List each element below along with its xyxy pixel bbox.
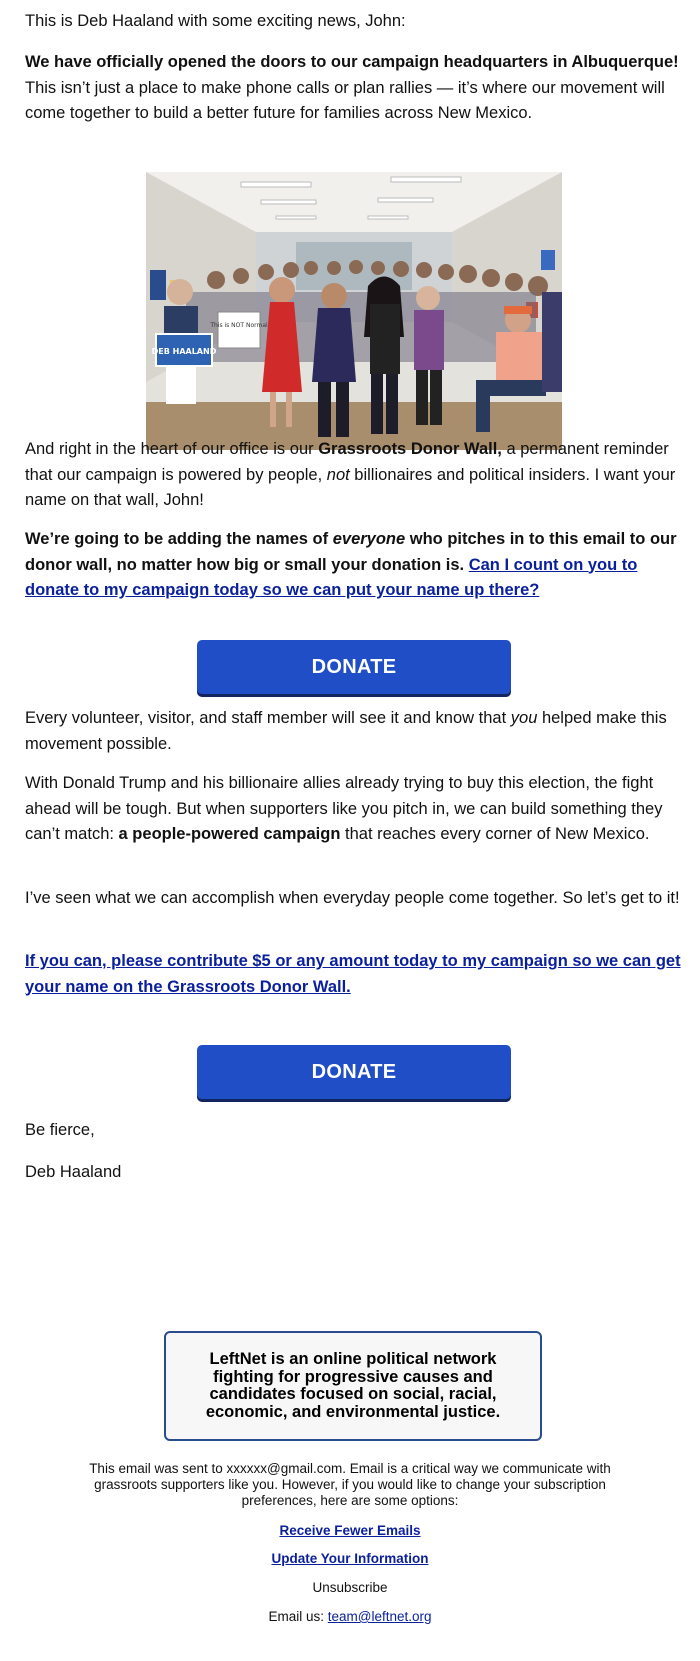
signoff: Be fierce,: [25, 1121, 95, 1139]
paragraph-headquarters: [25, 50, 687, 127]
leftnet-info-box: [164, 1331, 542, 1441]
update-information-link[interactable]: Update Your Information: [271, 1551, 429, 1566]
donor-wall-text-a: And right in the heart of our office is our: [25, 440, 319, 458]
donor-wall-text-c: billionaires and political insiders. I want your name on that wall, John!: [25, 465, 676, 509]
donate-button-2[interactable]: DONATE: [197, 1045, 511, 1099]
volunteer-italic: you: [510, 709, 538, 727]
paragraph-donor-wall: [25, 437, 687, 514]
footer-sent-to: This email was sent to xxxxxx@gmail.com. Email is a critical way we communicate with grassroots supporters like you. However, if you would like to change your subscription preferences, here are some options:: [89, 1461, 611, 1508]
footer-update-row: [60, 1551, 640, 1567]
protest-poster-text: This is NOT Normal: [210, 322, 268, 329]
paragraph-trump: [25, 771, 687, 848]
everyone-text-b: who pitches in to this email to our donor wall, no matter how big or small your donation is.: [25, 530, 677, 574]
donor-wall-text-b: a permanent reminder that our campaign is powered by people,: [25, 440, 669, 484]
paragraph-contribute: [25, 949, 687, 1000]
footer-email-row: [60, 1609, 640, 1625]
footer-unsubscribe-row: [60, 1580, 640, 1596]
email-us-label: Email us:: [268, 1609, 328, 1624]
volunteer-text-a: Every volunteer, visitor, and staff member will see it and know that: [25, 709, 511, 727]
intro-text: This is Deb Haaland with some exciting news, John:: [25, 12, 406, 30]
donor-wall-italic: not: [326, 465, 350, 484]
donor-wall-bold: Grassroots Donor Wall,: [318, 440, 502, 458]
footer-fewer-row: [60, 1523, 640, 1539]
paragraph-everyone: [25, 527, 687, 604]
volunteer-text-b: helped make this movement possible.: [25, 709, 667, 753]
receive-fewer-emails-link[interactable]: Receive Fewer Emails: [279, 1523, 421, 1538]
paragraph-accomplish: I’ve seen what we can accomplish when everyday people come together. So let’s get to it!: [25, 889, 680, 907]
unsubscribe-link[interactable]: Unsubscribe: [312, 1580, 388, 1595]
donate-button-1[interactable]: DONATE: [197, 640, 511, 694]
contact-email-link[interactable]: team@leftnet.org: [327, 1609, 432, 1624]
trump-bold: a people-powered campaign: [118, 825, 341, 843]
campaign-office-photo: [146, 172, 562, 450]
trump-text-b: that reaches every corner of New Mexico.: [340, 825, 650, 843]
everyone-text-a: We’re going to be adding the names of: [25, 530, 333, 548]
headquarters-rest: This isn’t just a place to make phone calls or plan rallies — it’s where our movement will come together to build a better future for families across New Mexico.: [25, 78, 665, 122]
donate-link-2[interactable]: If you can, please contribute $5 or any amount today to my campaign so we can get your name on the Grassroots Donor Wall.: [25, 952, 681, 996]
trump-text-a: With Donald Trump and his billionaire allies already trying to buy this election, the fight ahead will be tough. But when supporters like you pitch in, we can build something they can’t match:: [25, 774, 663, 843]
signature: Deb Haaland: [25, 1163, 122, 1181]
headquarters-bold: We have officially opened the doors to our campaign headquarters in Albuquerque!: [25, 53, 679, 71]
everyone-italic: everyone: [332, 530, 406, 548]
campaign-sign-text: DEB HAALAND: [151, 347, 217, 356]
leftnet-description: LeftNet is an online political network fighting for progressive causes and candidates focused on social, racial, economic, and environmental justice.: [205, 1350, 501, 1421]
donate-link-1[interactable]: Can I count on you to donate to my campaign today so we can put your name up there?: [25, 555, 638, 599]
paragraph-volunteer: [25, 706, 687, 757]
